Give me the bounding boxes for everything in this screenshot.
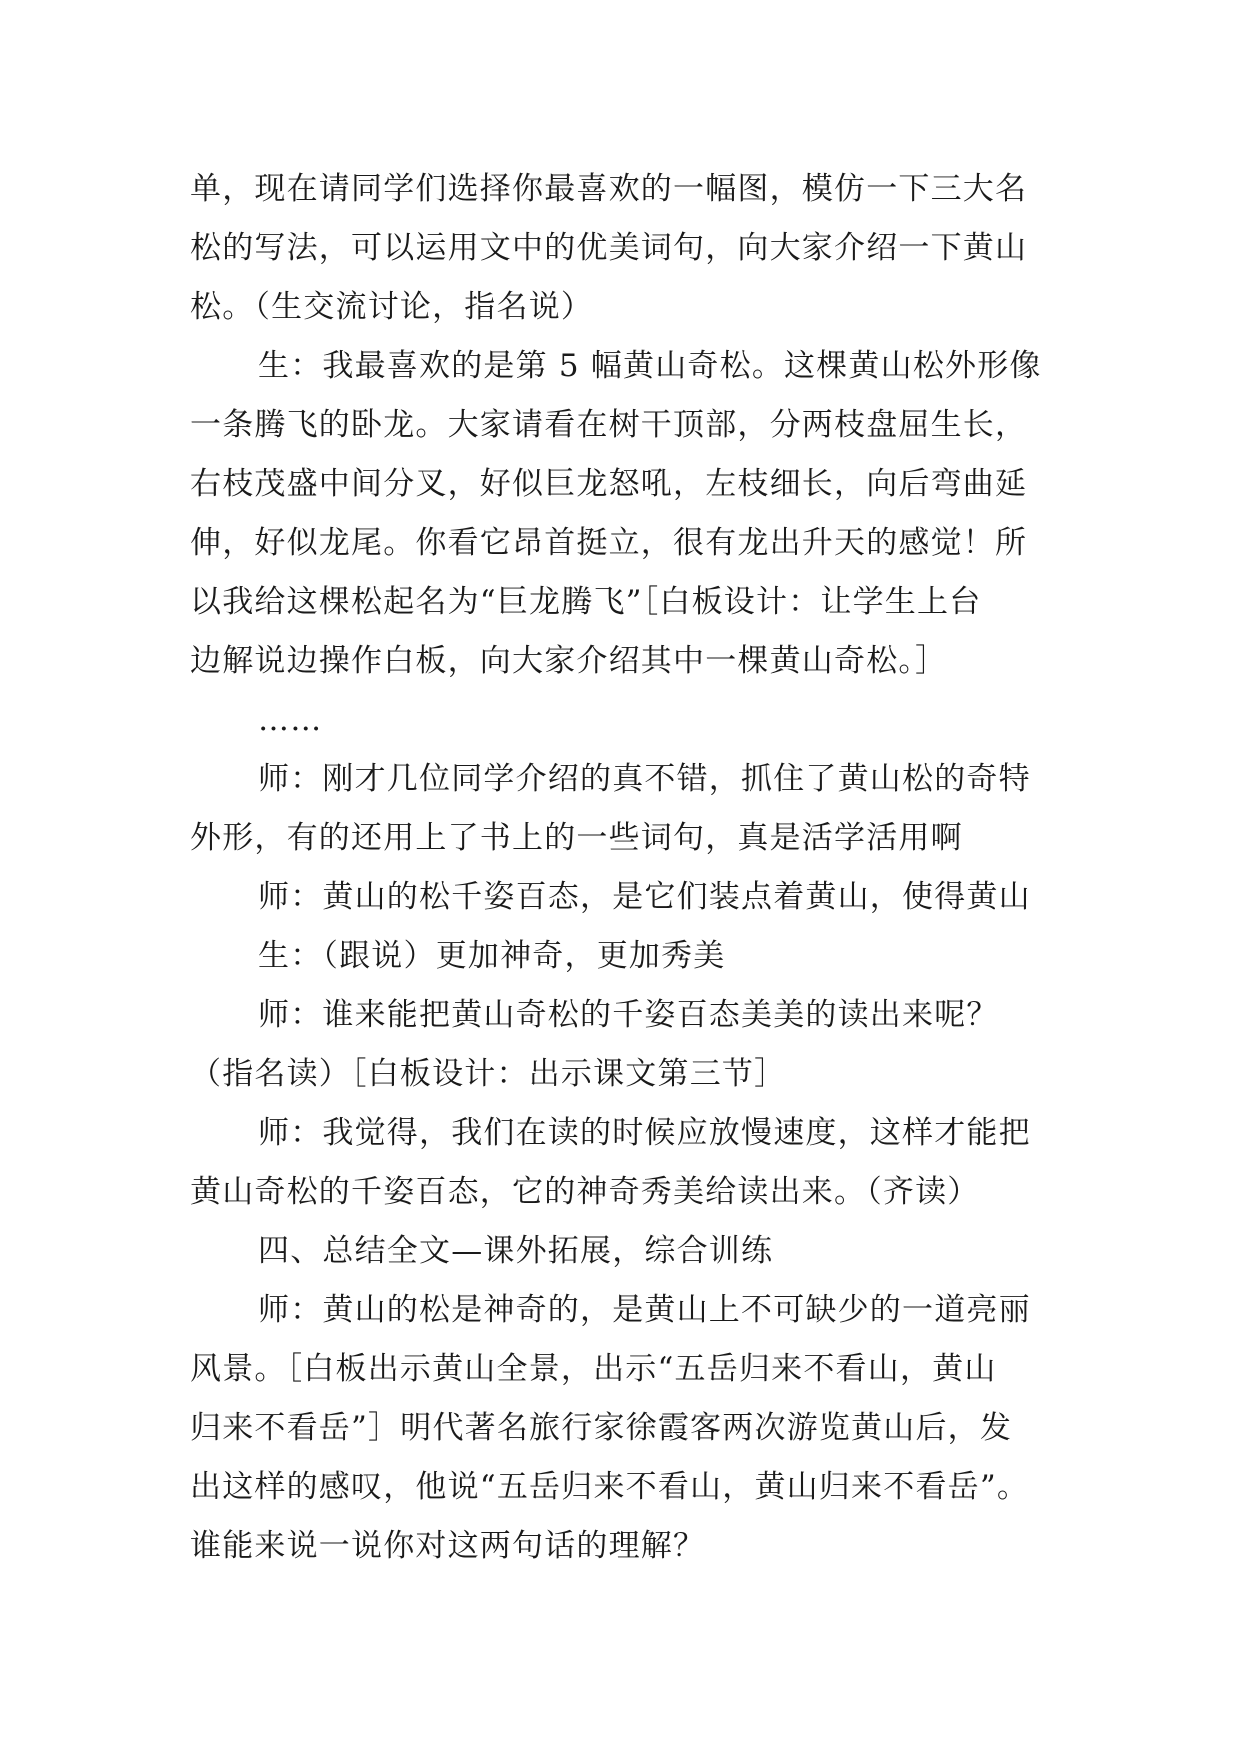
ellipsis-line: ……	[258, 702, 323, 738]
text-line: 单，现在请同学们选择你最喜欢的一幅图，模仿一下三大名	[190, 171, 1028, 207]
text-line: 边解说边操作白板，向大家介绍其中一棵黄山奇松。］	[190, 643, 948, 679]
paragraph-start-line: 生：（跟说）更加神奇，更加秀美	[258, 938, 726, 974]
text-line: 伸，好似龙尾。你看它昂首挺立，很有龙出升天的感觉！所	[190, 525, 1028, 561]
paragraph-start-line: 师：刚才几位同学介绍的真不错，抓住了黄山松的奇特	[258, 761, 1031, 797]
text-line: 黄山奇松的千姿百态，它的神奇秀美给读出来。（齐读）	[190, 1174, 980, 1210]
text-line: （指名读）［白板设计：出示课文第三节］	[190, 1056, 787, 1092]
paragraph-start-line: 生：我最喜欢的是第 5 幅黄山奇松。这棵黄山松外形像	[258, 348, 1042, 384]
paragraph-start-line: 师：谁来能把黄山奇松的千姿百态美美的读出来呢？	[258, 997, 999, 1033]
text-line: 松。（生交流讨论，指名说）	[190, 289, 594, 325]
text-line: 松的写法，可以运用文中的优美词句，向大家介绍一下黄山	[190, 230, 1028, 266]
text-line: 谁能来说一说你对这两句话的理解？	[190, 1528, 706, 1564]
text-line: 出这样的感叹，他说“五岳归来不看山，黄山归来不看岳”。	[190, 1469, 1030, 1505]
paragraph-start-line: 师：黄山的松千姿百态，是它们装点着黄山，使得黄山	[258, 879, 1031, 915]
section-heading: 四、总结全文—课外拓展，综合训练	[258, 1233, 774, 1269]
paragraph-start-line: 师：黄山的松是神奇的，是黄山上不可缺少的一道亮丽	[258, 1292, 1031, 1328]
text-line: 风景。［白板出示黄山全景，出示“五岳归来不看山，黄山	[190, 1351, 997, 1387]
text-line: 外形，有的还用上了书上的一些词句，真是活学活用啊	[190, 820, 963, 856]
text-line: 右枝茂盛中间分叉，好似巨龙怒吼，左枝细长，向后弯曲延	[190, 466, 1028, 502]
text-line: 以我给这棵松起名为“巨龙腾飞”［白板设计：让学生上台	[190, 584, 982, 620]
text-line: 一条腾飞的卧龙。大家请看在树干顶部，分两枝盘屈生长，	[190, 407, 1028, 443]
text-line: 归来不看岳”］明代著名旅行家徐霞客两次游览黄山后，发	[190, 1410, 1013, 1446]
paragraph-start-line: 师：我觉得，我们在读的时候应放慢速度，这样才能把	[258, 1115, 1031, 1151]
text-body	[190, 160, 1070, 1576]
